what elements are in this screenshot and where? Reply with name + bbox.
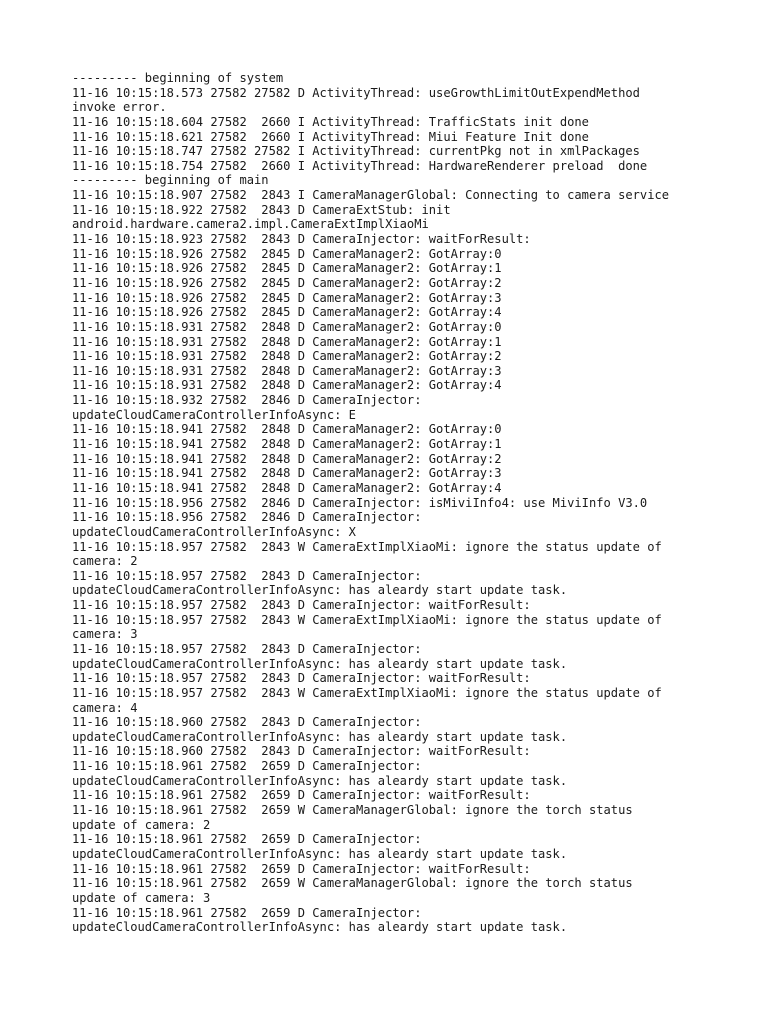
log-line: 11-16 10:15:18.961 27582 2659 D CameraInjector: — [72, 759, 422, 774]
log-line: 11-16 10:15:18.926 27582 2845 D CameraManager2: GotArray:0 — [72, 246, 502, 261]
log-line: --------- beginning of system — [72, 71, 284, 85]
log-line: 11-16 10:15:18.923 27582 2843 D CameraInjector: waitForResult: — [72, 232, 531, 247]
log-line: 11-16 10:15:18.941 27582 2848 D CameraManager2: GotArray:1 — [72, 437, 502, 452]
log-line: 11-16 10:15:18.956 27582 2846 D CameraInjector: isMiviInfo4: use MiviInfo V3.0 — [72, 495, 648, 510]
log-line: 11-16 10:15:18.957 27582 2843 D CameraInjector: waitForResult: — [72, 671, 531, 686]
log-line: camera: 4 — [72, 700, 138, 715]
log-line: 11-16 10:15:18.961 27582 2659 D CameraInjector: waitForResult: — [72, 861, 531, 876]
log-line: updateCloudCameraControllerInfoAsync: has aleardy start update task. — [72, 583, 568, 598]
log-line: 11-16 10:15:18.747 27582 27582 I ActivityThread: currentPkg not in xmlPackages — [72, 144, 640, 159]
log-line: 11-16 10:15:18.961 27582 2659 D CameraInjector: — [72, 905, 422, 920]
log-line: 11-16 10:15:18.957 27582 2843 W CameraExtImplXiaoMi: ignore the status update of — [72, 612, 662, 627]
log-line: 11-16 10:15:18.957 27582 2843 W CameraExtImplXiaoMi: ignore the status update of — [72, 685, 662, 700]
log-line: 11-16 10:15:18.926 27582 2845 D CameraManager2: GotArray:4 — [72, 305, 502, 320]
log-line: 11-16 10:15:18.961 27582 2659 W CameraManagerGlobal: ignore the torch status — [72, 876, 633, 891]
log-line: 11-16 10:15:18.931 27582 2848 D CameraManager2: GotArray:3 — [72, 363, 502, 378]
log-line: 11-16 10:15:18.960 27582 2843 D CameraInjector: — [72, 715, 422, 730]
log-line: 11-16 10:15:18.961 27582 2659 D CameraInjector: waitForResult: — [72, 788, 531, 803]
log-line: updateCloudCameraControllerInfoAsync: has aleardy start update task. — [72, 846, 568, 861]
log-line: 11-16 10:15:18.957 27582 2843 D CameraInjector: — [72, 641, 422, 656]
log-line: updateCloudCameraControllerInfoAsync: has aleardy start update task. — [72, 920, 568, 935]
log-line: 11-16 10:15:18.926 27582 2845 D CameraManager2: GotArray:3 — [72, 290, 502, 305]
log-line: updateCloudCameraControllerInfoAsync: has aleardy start update task. — [72, 729, 568, 744]
log-line: 11-16 10:15:18.941 27582 2848 D CameraManager2: GotArray:2 — [72, 451, 502, 466]
log-line: 11-16 10:15:18.957 27582 2843 D CameraInjector: — [72, 568, 422, 583]
log-line: 11-16 10:15:18.941 27582 2848 D CameraManager2: GotArray:3 — [72, 466, 502, 481]
log-line: updateCloudCameraControllerInfoAsync: has aleardy start update task. — [72, 773, 568, 788]
log-line: invoke error. — [72, 100, 167, 115]
log-line: android.hardware.camera2.impl.CameraExtImplXiaoMi — [72, 217, 429, 232]
log-line: 11-16 10:15:18.926 27582 2845 D CameraManager2: GotArray:1 — [72, 261, 502, 276]
log-line: 11-16 10:15:18.931 27582 2848 D CameraManager2: GotArray:2 — [72, 349, 502, 364]
log-line: 11-16 10:15:18.941 27582 2848 D CameraManager2: GotArray:4 — [72, 480, 502, 495]
log-line: updateCloudCameraControllerInfoAsync: has aleardy start update task. — [72, 656, 568, 671]
log-line: update of camera: 3 — [72, 890, 211, 905]
log-line: updateCloudCameraControllerInfoAsync: X — [72, 524, 356, 539]
log-line: 11-16 10:15:18.961 27582 2659 D CameraInjector: — [72, 832, 422, 847]
log-line: 11-16 10:15:18.931 27582 2848 D CameraManager2: GotArray:1 — [72, 334, 502, 349]
log-line: --------- beginning of main — [72, 173, 269, 188]
log-line: 11-16 10:15:18.941 27582 2848 D CameraManager2: GotArray:0 — [72, 422, 502, 437]
log-line: 11-16 10:15:18.932 27582 2846 D CameraInjector: — [72, 393, 422, 408]
log-line: 11-16 10:15:18.621 27582 2660 I ActivityThread: Miui Feature Init done — [72, 129, 589, 144]
log-line: camera: 2 — [72, 554, 138, 569]
log-line: 11-16 10:15:18.907 27582 2843 I CameraManagerGlobal: Connecting to camera service — [72, 188, 670, 203]
log-line: updateCloudCameraControllerInfoAsync: E — [72, 407, 356, 422]
log-line: 11-16 10:15:18.931 27582 2848 D CameraManager2: GotArray:4 — [72, 378, 502, 393]
log-line: 11-16 10:15:18.960 27582 2843 D CameraInjector: waitForResult: — [72, 744, 531, 759]
log-text-block — [72, 71, 762, 935]
log-line: 11-16 10:15:18.956 27582 2846 D CameraInjector: — [72, 510, 422, 525]
log-line: update of camera: 2 — [72, 817, 211, 832]
log-line: 11-16 10:15:18.754 27582 2660 I ActivityThread: HardwareRenderer preload done — [72, 158, 648, 173]
log-line: 11-16 10:15:18.573 27582 27582 D ActivityThread: useGrowthLimitOutExpendMethod — [72, 85, 640, 100]
log-line: 11-16 10:15:18.931 27582 2848 D CameraManager2: GotArray:0 — [72, 319, 502, 334]
log-line: 11-16 10:15:18.961 27582 2659 W CameraManagerGlobal: ignore the torch status — [72, 803, 633, 818]
log-line: 11-16 10:15:18.922 27582 2843 D CameraExtStub: init — [72, 202, 451, 217]
log-line: camera: 3 — [72, 627, 138, 642]
log-line: 11-16 10:15:18.957 27582 2843 D CameraInjector: waitForResult: — [72, 598, 531, 613]
log-line: 11-16 10:15:18.926 27582 2845 D CameraManager2: GotArray:2 — [72, 275, 502, 290]
log-line: 11-16 10:15:18.957 27582 2843 W CameraExtImplXiaoMi: ignore the status update of — [72, 539, 662, 554]
log-line: 11-16 10:15:18.604 27582 2660 I ActivityThread: TrafficStats init done — [72, 114, 589, 129]
